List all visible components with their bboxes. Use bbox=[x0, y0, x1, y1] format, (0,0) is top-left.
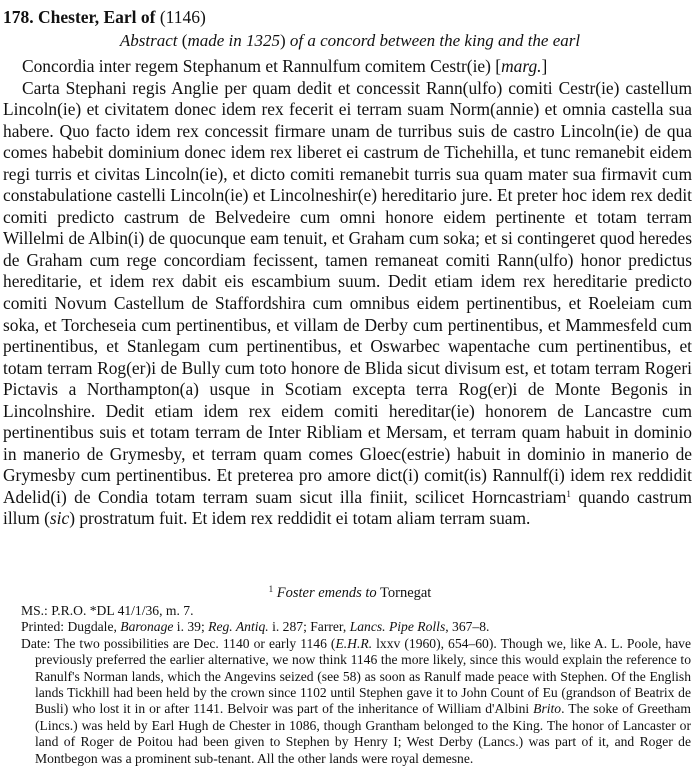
footnote-word: Tornegat bbox=[380, 585, 432, 601]
text-run: Reg. Antiq. bbox=[208, 619, 269, 635]
text-run: Concordia inter regem Stephanum et Rannulfum comitem Cestr(ie) [ bbox=[22, 56, 502, 76]
footnote-lead: Foster emends to bbox=[276, 585, 377, 601]
manuscript-source bbox=[21, 603, 691, 619]
text-run: Lancs. Pipe Rolls bbox=[349, 619, 446, 635]
text-run: Brito bbox=[533, 701, 562, 717]
entry-heading bbox=[3, 6, 206, 28]
text-run: Baronage bbox=[120, 619, 174, 635]
marginal-title bbox=[3, 56, 692, 78]
text-run: Date: The two possibilities are Dec. 1140 or early 1146 ( bbox=[21, 635, 336, 651]
text-run: i. 39; bbox=[173, 619, 209, 635]
charter-paragraph bbox=[3, 78, 692, 530]
apparatus bbox=[21, 603, 691, 767]
text-run: E.H.R. bbox=[335, 635, 373, 651]
footnote-ref: 1 bbox=[566, 488, 571, 499]
footnote-marker: 1 bbox=[268, 584, 274, 594]
text-run: Printed: Dugdale, bbox=[21, 619, 121, 635]
abstract-run: ) bbox=[279, 31, 290, 50]
entry-title: Chester, Earl of bbox=[38, 7, 156, 27]
abstract-run: ( bbox=[177, 31, 188, 50]
text-run: , 367–8. bbox=[445, 619, 490, 635]
text-run: sic bbox=[49, 508, 70, 529]
printed-editions bbox=[21, 619, 691, 635]
text-run: . The soke of Greetham (Lincs.) was held by Earl Hugh de Chester in 1086, though Grantham belonged to the King. The honor of Lancaster or land of Roger de Poitou had been given to Stephen by Henry I; West Derby (Lancs.) was part of it, and Roger de Montbegon was a prominent sub-tenant. All the other lands were royal demesne. bbox=[35, 701, 691, 766]
abstract-run: Abstract bbox=[119, 31, 178, 50]
text-run: lxxv (1960), 654–60). Though we, like A. L. Poole, have previously preferred the earlier alternative, we now think 1146 the more likely, since this would explain the reference to Ranulf's Norman lands, which the Angevins seized (see 58) as soon as Ranulf made peace with Stephen. Of the English lands Tickhill had been held by the crown since 1102 until Stephen gave it to John Count of Eu (grandson of Beatrix de Busli) who lost it in or after 1141. Belvoir was part of the inheritance of William d'Albini bbox=[35, 635, 691, 717]
abstract-heading bbox=[0, 30, 700, 52]
charter-text bbox=[3, 56, 692, 530]
abstract-run: made in 1325 bbox=[187, 31, 280, 50]
text-run: Carta Stephani regis Anglie per quam dedit et concessit Rann(ulfo) comiti Cestr(ie) castellum Lincoln(ie) et civitatem donec idem rex fecerit ei terram suam Norm(annie) et omnia castella sua habere. Quo facto idem rex concessit firmare unam de turribus suis de castro Lincoln(ie) de qua comes habebit dominium donec idem rex liberet ei castrum de Tichehilla, et tunc remanebit eidem regi turris et civitas Lincoln(ie), et dicto comiti remanebit turris sua quam mater sua firmavit cum constabulatione castelli Lincoln(ie) et Lincolneshir(e) hereditario jure. Et preter hoc idem rex dedit comiti predicto castrum de Belvedeire cum omni honore eidem pertinente et totam terram Willelmi de Albin(i) de quocunque eam tenuit, et Graham cum soka; et si contingeret quod heredes de Graham cum rege concordiam fecissent, tamen remaneat comiti Rann(ulfo) honor predictus hereditarie, et idem rex dabit eis escambium suum. Dedit etiam idem rex hereditarie predicto comiti Novum Castellum de Staffordshira cum omnibus eidem pertinentibus, et Roeleiam cum soka, et Torcheseia cum pertinentibus, et villam de Derby cum pertinentibus, et Mammesfeld cum pertinentibus, et Stanlegam cum pertinentibus, et Oswarbec wapentache cum pertinentibus, et totam terram Rog(er)i de Bully cum toto honore de Blida sicut divisum est, et totam terram Rogeri Pictavis a Northampton(a) usque in Scotiam excepta terra Rog(er)i de Monte Begonis in Lincolnshire. Dedit etiam idem rex eidem comiti hereditar(ie) honorem de Lancastre cum pertinentibus suis et totam terram de Inter Ribliam et Mersam, et terram quam habuit in dominio in manerio de Grymesby, et terram quam comes Gloec(estrie) habuit in dominio in manerio de Grymesby cum pertinentibus. Et preterea pro amore dict(i) comit(is) Rannulf(i) idem rex reddidit Adelid(i) de Condia totam terram suam sicut illa finiit, scilicet Horncastriam bbox=[3, 77, 692, 507]
text-run: MS.: P.R.O. *DL 41/1/36, m. 7. bbox=[21, 603, 194, 618]
text-run: ] bbox=[541, 56, 548, 76]
text-run: ) prostratum fuit. Et idem rex reddidit ei totam aliam terram suam. bbox=[69, 508, 531, 529]
abstract-run: of a concord between the king and the earl bbox=[289, 31, 581, 50]
entry-year: (1146) bbox=[159, 7, 206, 27]
date-note bbox=[21, 636, 691, 767]
text-run: marg. bbox=[501, 56, 542, 76]
entry-number: 178. bbox=[3, 7, 34, 27]
footnote bbox=[0, 580, 700, 602]
text-run: quando castrum illum ( bbox=[3, 486, 692, 529]
text-run: i. 287; Farrer, bbox=[268, 619, 350, 635]
